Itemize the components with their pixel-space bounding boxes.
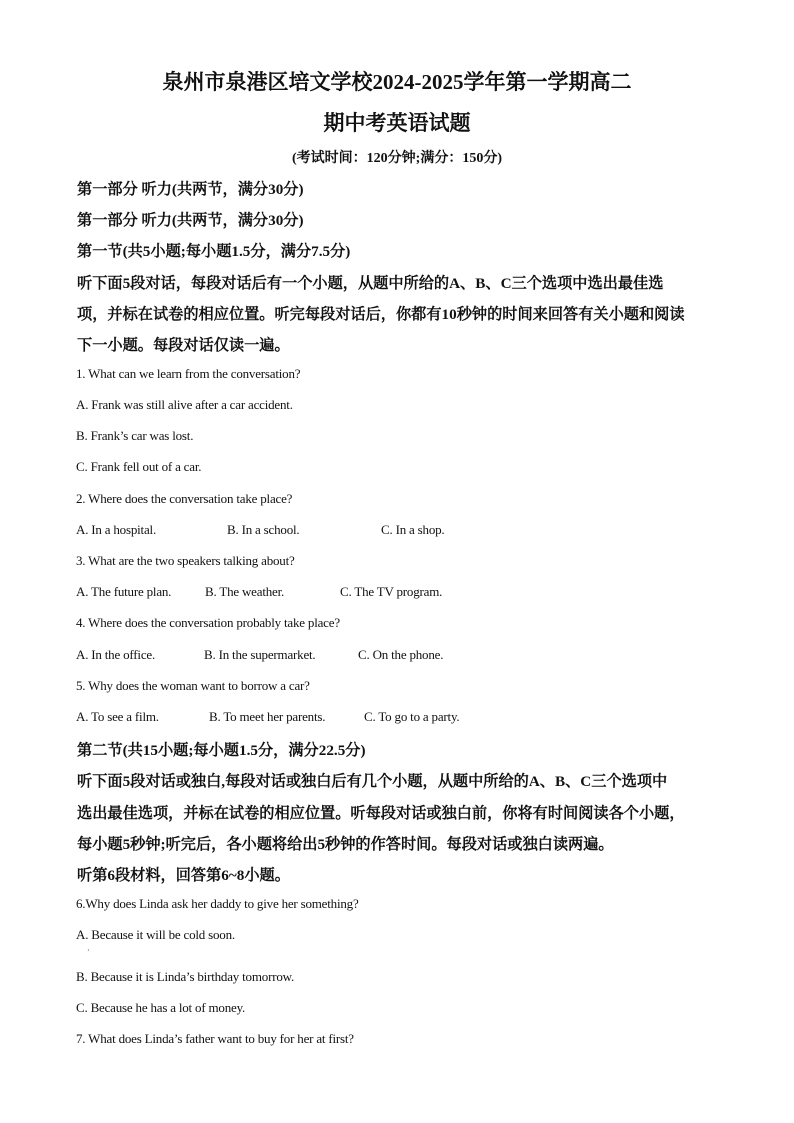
exam-title-line1: 泉州市泉港区培文学校2024-2025学年第一学期高二	[162, 70, 632, 94]
question-7: 7. What does Linda’s father want to buy for her at first?	[76, 1031, 354, 1046]
q4-option-b: B. In the supermarket.	[204, 647, 316, 662]
section1-instruction-line: 项，并标在试卷的相应位置。听完每段对话后，你都有10秒钟的时间来回答有关小题和阅读	[77, 306, 685, 323]
section2-instruction-line: 每小题5秒钟;听完后，各小题将给出5秒钟的作答时间。每段对话或独白读两遍。	[77, 836, 614, 853]
section1-instruction-line: 听下面5段对话，每段对话后有一个小题，从题中所给的A、B、C三个选项中选出最佳选	[77, 275, 664, 292]
q1-option-b: B. Frank’s car was lost.	[76, 428, 194, 443]
question-3: 3. What are the two speakers talking about?	[76, 553, 295, 568]
q6-option-b: B. Because it is Linda’s birthday tomorrow.	[76, 969, 295, 984]
q5-option-b: B. To meet her parents.	[209, 709, 326, 724]
q3-option-c: C. The TV program.	[340, 584, 443, 599]
question-1: 1. What can we learn from the conversation?	[76, 366, 301, 381]
q5-option-a: A. To see a film.	[76, 709, 159, 724]
question-6: 6.Why does Linda ask her daddy to give her something?	[76, 896, 359, 911]
q2-option-b: B. In a school.	[227, 522, 300, 537]
q1-option-a: A. Frank was still alive after a car accident.	[76, 397, 293, 412]
section2-heading: 第二节(共15小题;每小题1.5分，满分22.5分)	[77, 742, 366, 759]
q3-option-a: A. The future plan.	[76, 584, 172, 599]
q2-option-a: A. In a hospital.	[76, 522, 157, 537]
q4-option-c: C. On the phone.	[358, 647, 444, 662]
section2-instruction-line: 听下面5段对话或独白,每段对话或独白后有几个小题，从题中所给的A、B、C三个选项中	[77, 773, 668, 790]
q2-option-c: C. In a shop.	[381, 522, 445, 537]
part1-heading: 第一部分 听力(共两节，满分30分)	[77, 181, 304, 198]
q6-option-c: C. Because he has a lot of money.	[76, 1000, 246, 1015]
exam-info: (考试时间：120分钟;满分：150分)	[292, 151, 502, 166]
exam-title-line2: 期中考英语试题	[323, 111, 471, 135]
question-2: 2. Where does the conversation take place?	[76, 491, 293, 506]
section2-instruction-line: 选出最佳选项，并标在试卷的相应位置。听每段对话或独白前，你将有时间阅读各个小题，	[77, 805, 685, 822]
q6-option-a: A. Because it will be cold soon.	[76, 927, 235, 942]
section1-instruction-line: 下一小题。每段对话仅读一遍。	[77, 337, 290, 354]
q5-option-c: C. To go to a party.	[364, 709, 460, 724]
part1-heading-repeat: 第一部分 听力(共两节，满分30分)	[77, 212, 304, 229]
question-5: 5. Why does the woman want to borrow a car?	[76, 678, 310, 693]
section1-heading: 第一节(共5小题;每小题1.5分，满分7.5分)	[77, 243, 351, 260]
q4-option-a: A. In the office.	[76, 647, 156, 662]
stray-dot-mark: ·	[87, 946, 90, 955]
q1-option-c: C. Frank fell out of a car.	[76, 459, 202, 474]
question-4: 4. Where does the conversation probably take place?	[76, 615, 340, 630]
material-6-heading: 听第6段材料，回答第6~8小题。	[77, 867, 290, 884]
q3-option-b: B. The weather.	[205, 584, 285, 599]
